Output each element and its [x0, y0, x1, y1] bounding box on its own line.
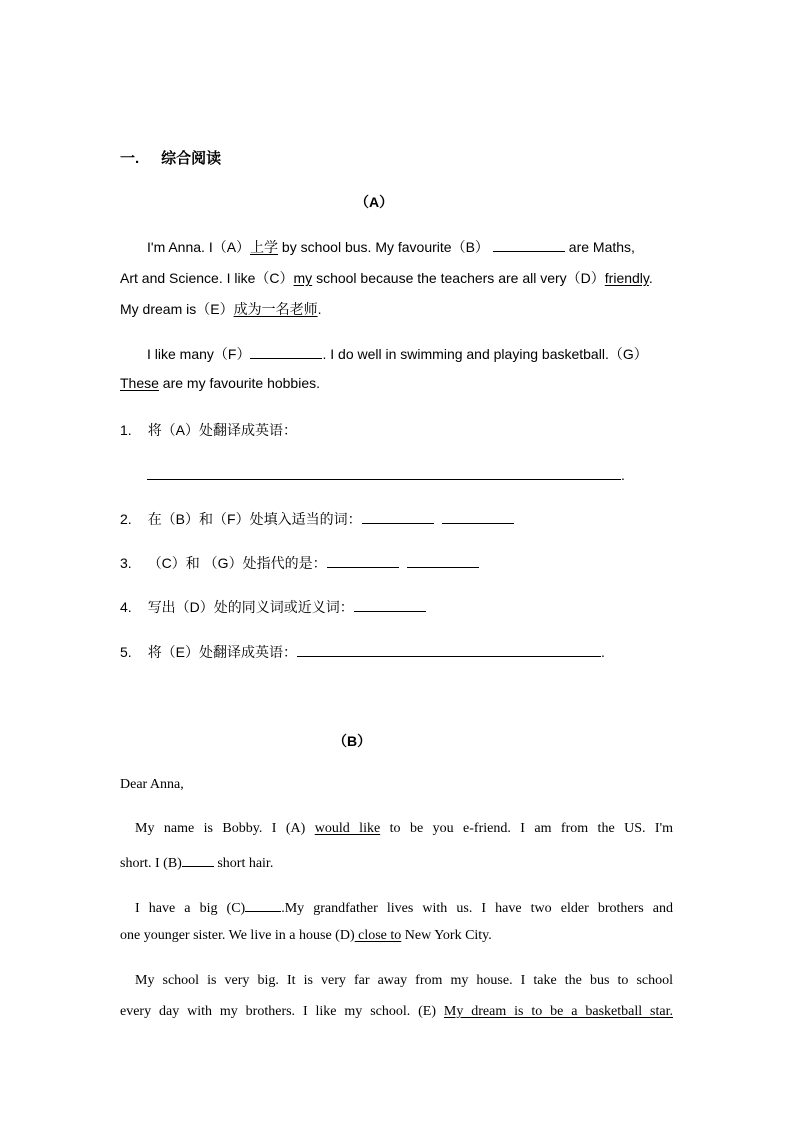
question-1-answer-line [147, 465, 625, 483]
section-heading [120, 147, 221, 168]
underlined-phrase-a: would like [314, 821, 381, 836]
part-a-label: （A） [355, 194, 394, 210]
underlined-word-d: friendly [604, 270, 649, 286]
blank-b[interactable] [493, 237, 565, 252]
underlined-word-c: my [293, 270, 313, 286]
text-span: Art and Science. I like（C） [120, 270, 294, 286]
part-a-para1-line2 [120, 268, 653, 288]
part-b-label: （B） [333, 733, 372, 749]
text-span: New York City. [401, 928, 492, 943]
text-span: short. I (B) [120, 856, 182, 871]
underlined-word-g: These [120, 375, 159, 391]
question-5 [120, 642, 605, 662]
part-a-para2-line2 [120, 375, 320, 391]
answer-blank-2f[interactable] [442, 509, 514, 524]
text-span: . I do well in swimming and playing basketball.（G） [322, 346, 648, 362]
letter-salutation: Dear Anna, [120, 777, 184, 792]
text-span: short hair. [213, 856, 274, 871]
question-text: 在（B）和（F）处填入适当的词： [147, 511, 362, 527]
question-4 [120, 597, 426, 617]
question-number: 3. [120, 555, 132, 571]
answer-blank-5[interactable] [297, 642, 601, 657]
text-span: I'm Anna. I（A） [147, 239, 251, 255]
underlined-phrase-d: close to [354, 928, 402, 943]
text-span: school because the teachers are all very（D） [312, 270, 605, 286]
underlined-phrase-e: 成为一名老师 [233, 301, 318, 317]
period: . [601, 644, 605, 660]
underlined-sentence-e: My dream is to be a basketball star. [443, 1004, 673, 1019]
part-b-p1-line1 [135, 821, 673, 837]
text-span: . [317, 301, 322, 317]
answer-blank-4[interactable] [354, 597, 426, 612]
text-span: are my favourite hobbies. [158, 375, 321, 391]
text-span: . [648, 270, 653, 286]
text-span: are Maths, [564, 239, 635, 255]
part-b-p3-line1: My school is very big. It is very far away from my house. I take the bus to school [135, 973, 673, 988]
text-span: My dream is（E） [120, 301, 234, 317]
text-span: every day with my brothers. I like my school. (E) [120, 1004, 444, 1019]
text-span: .My grandfather lives with us. I have two elder brothers and [281, 901, 674, 916]
text-span: by school bus. My favourite（B） [278, 239, 489, 255]
question-text: （C）和 （G）处指代的是： [147, 555, 327, 571]
section-title: 综合阅读 [161, 150, 222, 167]
text-span: I like many（F） [147, 346, 251, 362]
answer-blank-2b[interactable] [362, 509, 434, 524]
blank-f[interactable] [250, 344, 322, 359]
answer-blank-1[interactable] [147, 465, 621, 480]
part-a-para1-line3 [120, 299, 321, 319]
text-span: My name is Bobby. I (A) [135, 821, 315, 836]
question-2 [120, 509, 514, 529]
question-number: 1. [120, 422, 132, 438]
section-number: 一. [120, 150, 140, 167]
part-a-para1-line1 [147, 237, 635, 257]
question-number: 5. [120, 644, 132, 660]
question-text: 将（E）处翻译成英语： [147, 644, 298, 660]
text-span: to be you e-friend. I am from the US. I'm [380, 821, 673, 836]
part-b-p2-line2 [120, 928, 492, 944]
part-b-p1-line2 [120, 852, 273, 872]
question-number: 2. [120, 511, 132, 527]
period: . [621, 467, 625, 483]
question-text: 写出（D）处的同义词或近义词： [147, 599, 354, 615]
part-b-p3-line2 [120, 1004, 673, 1020]
blank-c[interactable] [245, 897, 281, 912]
underlined-phrase-a: 上学 [250, 239, 279, 255]
text-span: I have a big (C) [135, 901, 246, 916]
answer-blank-3g[interactable] [407, 553, 479, 568]
question-number: 4. [120, 599, 132, 615]
part-b-p2-line1 [135, 897, 673, 917]
answer-blank-3c[interactable] [327, 553, 399, 568]
question-3 [120, 553, 479, 573]
question-1 [120, 420, 297, 440]
text-span: one younger sister. We live in a house (D) [120, 928, 355, 943]
blank-b[interactable] [182, 852, 214, 867]
part-a-para2-line1 [147, 344, 648, 364]
question-text: 将（A）处翻译成英语： [147, 422, 298, 438]
